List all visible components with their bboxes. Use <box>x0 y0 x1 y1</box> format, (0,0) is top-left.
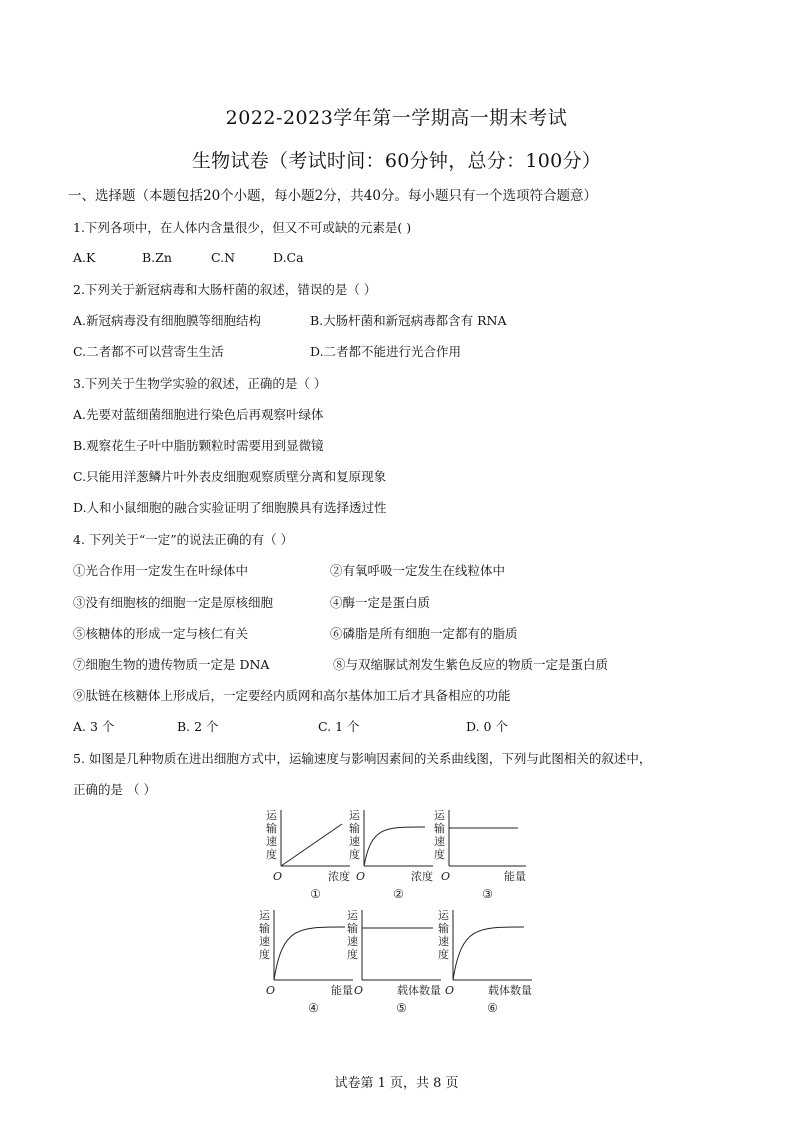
origin-label: O <box>356 870 366 883</box>
q4-stem: 4. 下列关于“一定”的说法正确的有（ ） <box>73 532 294 547</box>
graph-4 <box>257 908 357 1020</box>
y-axis-label-char: 度 <box>347 948 358 961</box>
y-axis-label-char: 运 <box>266 809 277 822</box>
q4-statement-6: ⑥磷脂是所有细胞一定都有的脂质 <box>330 626 518 641</box>
graph-2-svg <box>347 808 437 906</box>
q4-statement-8: ⑧与双缩脲试剂发生紫色反应的物质一定是蛋白质 <box>333 657 609 672</box>
graph-1-svg <box>264 808 354 906</box>
q5-stem-line2: 正确的是 （ ） <box>73 782 156 797</box>
q4-statement-2: ②有氧呼吸一定发生在线粒体中 <box>330 563 506 578</box>
q4-statement-4: ④酶一定是蛋白质 <box>330 595 431 610</box>
y-axis-label-char: 度 <box>259 948 270 961</box>
y-axis-label-char: 度 <box>266 848 277 861</box>
x-axis-label: 能量 <box>331 984 353 997</box>
q4-statement-3: ③没有细胞核的细胞一定是原核细胞 <box>73 595 274 610</box>
y-axis-label-char: 速 <box>347 935 358 948</box>
y-axis-label-char: 速 <box>266 835 277 848</box>
curve-saturating <box>364 827 425 866</box>
y-axis-label-char: 输 <box>434 822 445 835</box>
origin-label: O <box>273 870 283 883</box>
x-axis-label: 载体数量 <box>397 984 441 997</box>
graph-5-svg <box>345 908 445 1020</box>
section-heading: 一、选择题（本题包括20个小题，每小题2分，共40分。每小题只有一个选项符合题意） <box>68 188 597 204</box>
q4-option-c: C. 1 个 <box>318 719 360 734</box>
y-axis-label-char: 运 <box>349 809 360 822</box>
q1-option-d: D.Ca <box>273 250 304 265</box>
graph-6-svg <box>436 908 536 1020</box>
graph-number: ⑥ <box>487 1001 498 1015</box>
graph-2 <box>347 808 437 906</box>
q2-stem: 2.下列关于新冠病毒和大肠杆菌的叙述，错误的是（ ） <box>73 282 377 297</box>
y-axis-label-char: 速 <box>259 935 270 948</box>
graph-3-svg <box>432 808 530 906</box>
y-axis-label-char: 度 <box>434 848 445 861</box>
curve-saturating <box>274 927 345 980</box>
y-axis-label-char: 输 <box>347 922 358 935</box>
q3-option-d: D.人和小鼠细胞的融合实验证明了细胞膜具有选择透过性 <box>73 500 387 515</box>
y-axis-label-char: 运 <box>438 909 449 922</box>
q3-option-c: C.只能用洋葱鳞片叶外表皮细胞观察质壁分离和复原现象 <box>73 469 387 484</box>
exam-subtitle: 生物试卷（考试时间：60分钟，总分：100分） <box>191 150 602 172</box>
page-footer: 试卷第 1 页，共 8 页 <box>334 1076 459 1091</box>
q1-option-b: B.Zn <box>142 250 172 265</box>
q2-option-b: B.大肠杆菌和新冠病毒都含有 RNA <box>310 313 507 328</box>
x-axis-label: 能量 <box>504 870 526 883</box>
graph-number: ③ <box>482 887 493 901</box>
exam-title: 2022-2023学年第一学期高一期末考试 <box>225 107 568 129</box>
y-axis-label-char: 输 <box>349 822 360 835</box>
q1-option-c: C.N <box>211 250 236 265</box>
y-axis-label-char: 度 <box>349 848 360 861</box>
graph-number: ① <box>310 887 321 901</box>
y-axis-label-char: 速 <box>438 935 449 948</box>
q2-option-a: A.新冠病毒没有细胞膜等细胞结构 <box>73 313 262 328</box>
curve-saturating <box>453 927 524 980</box>
q4-statement-7: ⑦细胞生物的遗传物质一定是 DNA <box>73 657 270 672</box>
q1-option-a: A.K <box>73 250 96 265</box>
q4-statement-9: ⑨肽链在核糖体上形成后，一定要经内质网和高尔基体加工后才具备相应的功能 <box>73 688 511 703</box>
x-axis-label: 浓度 <box>328 870 350 883</box>
q4-option-a: A. 3 个 <box>73 719 115 734</box>
q2-option-c: C.二者都不可以营寄生生活 <box>73 344 224 359</box>
q3-option-b: B.观察花生子叶中脂肪颗粒时需要用到显微镜 <box>73 438 324 453</box>
graph-3 <box>432 808 530 906</box>
y-axis-label-char: 运 <box>347 909 358 922</box>
q4-option-d: D. 0 个 <box>466 719 508 734</box>
y-axis-label-char: 速 <box>434 835 445 848</box>
graph-5 <box>345 908 445 1020</box>
q3-option-a: A.先要对蓝细菌细胞进行染色后再观察叶绿体 <box>73 407 324 422</box>
q1-stem: 1.下列各项中，在人体内含量很少，但又不可或缺的元素是( ) <box>73 220 412 235</box>
y-axis-label-char: 输 <box>438 922 449 935</box>
y-axis-label-char: 运 <box>434 809 445 822</box>
origin-label: O <box>441 870 451 883</box>
y-axis-label-char: 运 <box>259 909 270 922</box>
graph-number: ④ <box>308 1001 319 1015</box>
q4-option-b: B. 2 个 <box>177 719 219 734</box>
origin-label: O <box>354 984 364 997</box>
q4-statement-1: ①光合作用一定发生在叶绿体中 <box>73 563 249 578</box>
y-axis-label-char: 速 <box>349 835 360 848</box>
origin-label: O <box>445 984 455 997</box>
y-axis-label-char: 度 <box>438 948 449 961</box>
x-axis-label: 浓度 <box>411 870 433 883</box>
graph-1 <box>264 808 354 906</box>
q4-statement-5: ⑤核糖体的形成一定与核仁有关 <box>73 626 249 641</box>
graph-4-svg <box>257 908 357 1020</box>
origin-label: O <box>266 984 276 997</box>
q2-option-d: D.二者都不能进行光合作用 <box>310 344 462 359</box>
graph-6 <box>436 908 536 1020</box>
y-axis-label-char: 输 <box>266 822 277 835</box>
graph-number: ⑤ <box>396 1001 407 1015</box>
graph-number: ② <box>393 887 404 901</box>
curve-linear <box>281 824 342 866</box>
q3-stem: 3.下列关于生物学实验的叙述，正确的是（ ） <box>73 376 327 391</box>
y-axis-label-char: 输 <box>259 922 270 935</box>
x-axis-label: 载体数量 <box>488 984 532 997</box>
q5-stem-line1: 5. 如图是几种物质在进出细胞方式中，运输速度与影响因素间的关系曲线图，下列与此图相关的叙述中， <box>73 751 652 766</box>
